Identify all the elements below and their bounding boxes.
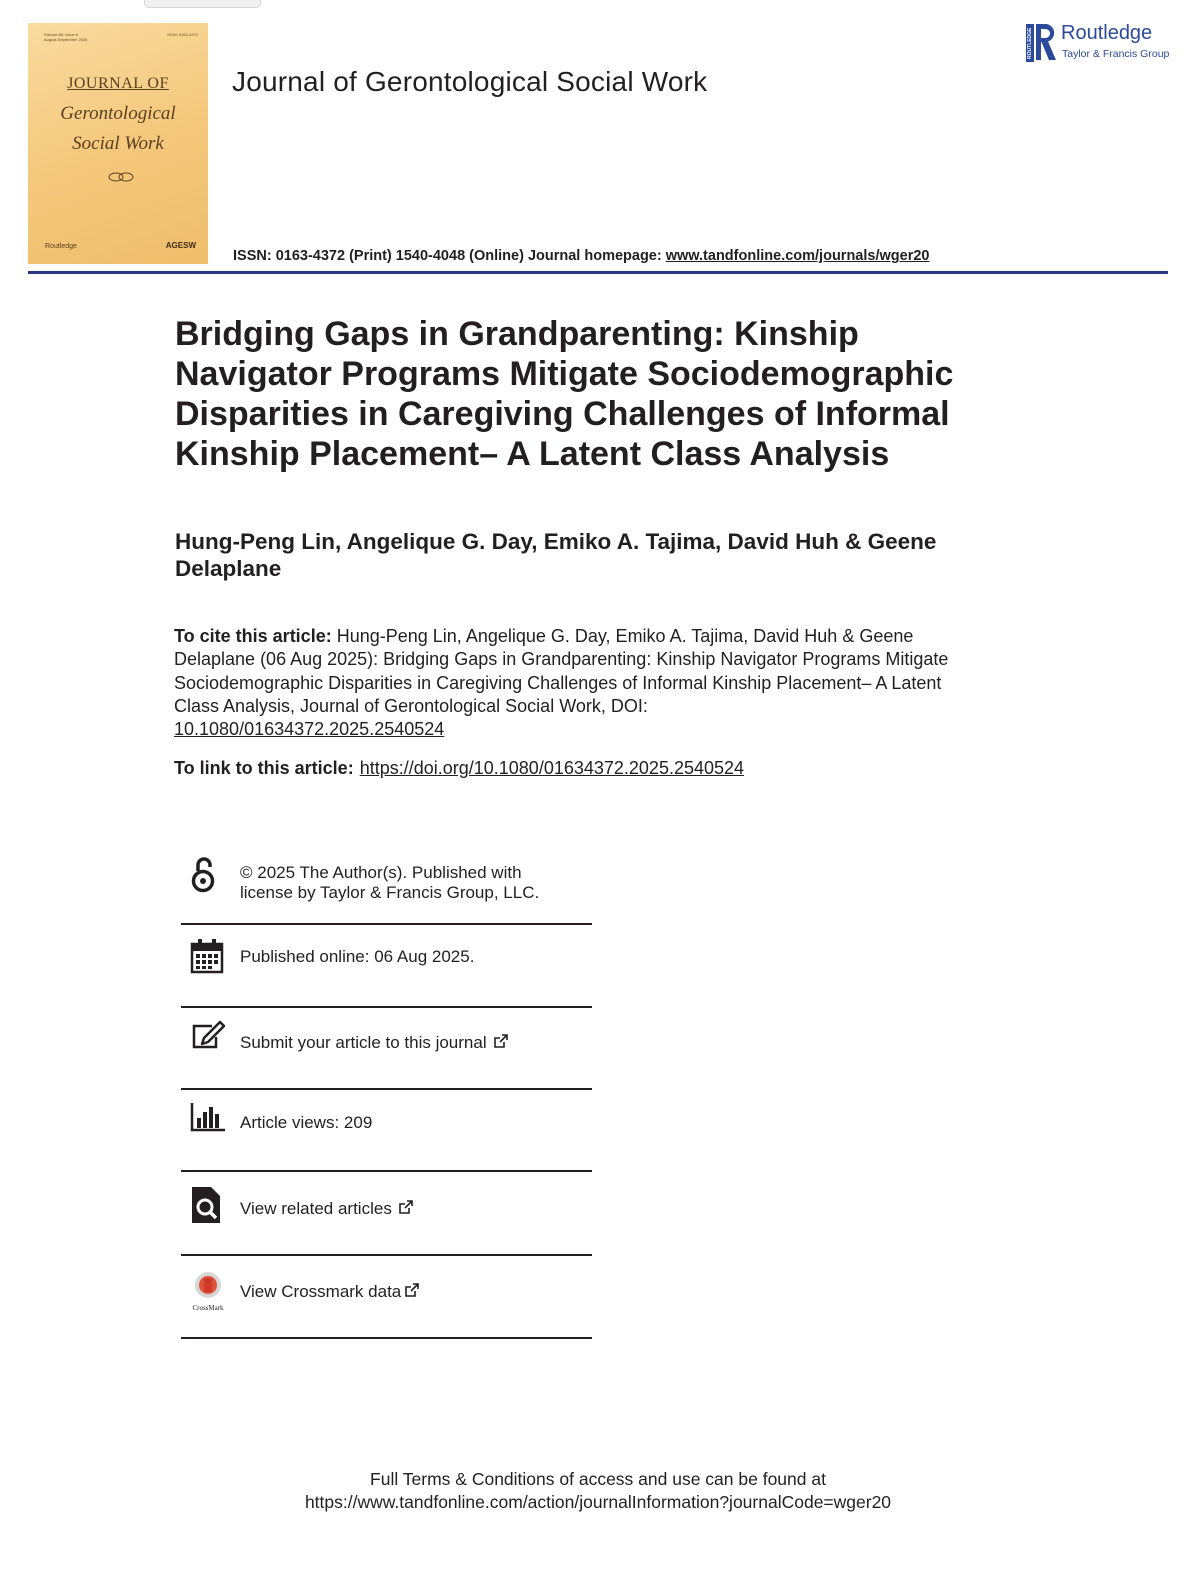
cover-ornament-icon — [108, 171, 134, 183]
external-link-icon — [404, 1282, 420, 1298]
related-articles-link[interactable] — [240, 1199, 414, 1219]
divider — [181, 923, 592, 925]
external-link-icon — [398, 1199, 414, 1215]
publisher-name: Routledge — [1061, 22, 1153, 44]
footer — [0, 1468, 1196, 1514]
search-document-icon — [190, 1186, 222, 1224]
cover-society-mark: AGESW — [165, 241, 196, 250]
divider — [181, 1170, 592, 1172]
cover-issue-info: Volume 68, Issue 6 August-September 2025 — [44, 32, 88, 42]
published-online-text: Published online: 06 Aug 2025. — [240, 947, 475, 966]
open-access-icon — [190, 855, 216, 895]
citation-doi-link[interactable]: 10.1080/01634372.2025.2540524 — [174, 719, 445, 740]
journal-title: Journal of Gerontological Social Work — [232, 66, 708, 97]
browser-tab-stub — [144, 0, 261, 8]
copyright-line2: license by Taylor & Francis Group, LLC. — [240, 883, 540, 902]
cover-issn: ISSN: 0163-4372 — [167, 32, 198, 37]
article-title: Bridging Gaps in Grandparenting: Kinship Navigator Programs Mitigate Sociodemographic Disparities in Caregiving Challenges of Informal Kinship Placement– A Latent Class Analysis — [175, 315, 954, 473]
routledge-r-icon — [1024, 20, 1058, 64]
related-articles-label: View related articles — [240, 1199, 392, 1218]
footer-terms-text: Full Terms & Conditions of access and use can be found at — [370, 1469, 826, 1489]
submit-article-link[interactable] — [240, 1033, 509, 1053]
logo-vertical-text: ROUTLEDGE — [1026, 24, 1034, 62]
citation-block — [174, 625, 984, 741]
submit-article-label: Submit your article to this journal — [240, 1033, 487, 1052]
header-rule — [28, 271, 1168, 274]
divider — [181, 1006, 592, 1008]
article-link-line — [174, 756, 744, 780]
edit-icon — [190, 1020, 226, 1050]
cover-publisher-mark: Routledge — [45, 243, 77, 250]
cover-title-line3: Social Work — [72, 133, 164, 154]
divider — [181, 1254, 592, 1256]
citation-label: To cite this article: — [174, 626, 332, 646]
article-doi-url[interactable]: https://doi.org/10.1080/01634372.2025.2540524 — [359, 758, 745, 778]
footer-terms-url[interactable]: https://www.tandfonline.com/action/journalInformation?journalCode=wger20 — [304, 1492, 892, 1512]
issn-line — [233, 248, 929, 264]
crossmark-caption: CrossMark — [192, 1304, 224, 1312]
divider — [181, 1337, 592, 1339]
publisher-subtitle: Taylor & Francis Group — [1062, 48, 1170, 60]
crossmark-label: View Crossmark data — [240, 1282, 402, 1301]
bar-chart-icon — [190, 1102, 226, 1132]
cover-title — [28, 75, 208, 155]
cover-title-line2: Gerontological — [60, 103, 176, 124]
issn-text: ISSN: 0163-4372 (Print) 1540-4048 (Online) Journal homepage: — [233, 248, 666, 264]
citation-text: Hung-Peng Lin, Angelique G. Day, Emiko A. Tajima, David Huh & Geene Delaplane (06 Aug 2025): Bridging Gaps in Grandparenting: Kinship Navigator Programs Mitigate Sociodemographic Disparities in Caregiving Challenges of Informal Kinship Placement– A Latent Class Analysis, Journal of Gerontological Social Work, DOI: — [174, 626, 949, 716]
calendar-icon — [190, 938, 224, 974]
journal-homepage-link[interactable]: www.tandfonline.com/journals/wger20 — [665, 248, 930, 264]
divider — [181, 1088, 592, 1090]
crossmark-icon — [187, 1270, 229, 1312]
article-link-label: To link to this article: — [174, 758, 354, 778]
cover-title-line1: JOURNAL OF — [67, 75, 169, 92]
article-authors: Hung-Peng Lin, Angelique G. Day, Emiko A. Tajima, David Huh & Geene Delaplane — [175, 529, 937, 581]
crossmark-link[interactable] — [240, 1282, 420, 1302]
journal-cover[interactable] — [28, 23, 208, 264]
article-views-text: Article views: 209 — [240, 1113, 373, 1132]
external-link-icon — [493, 1033, 509, 1049]
copyright-line1: © 2025 The Author(s). Published with — [240, 863, 522, 882]
